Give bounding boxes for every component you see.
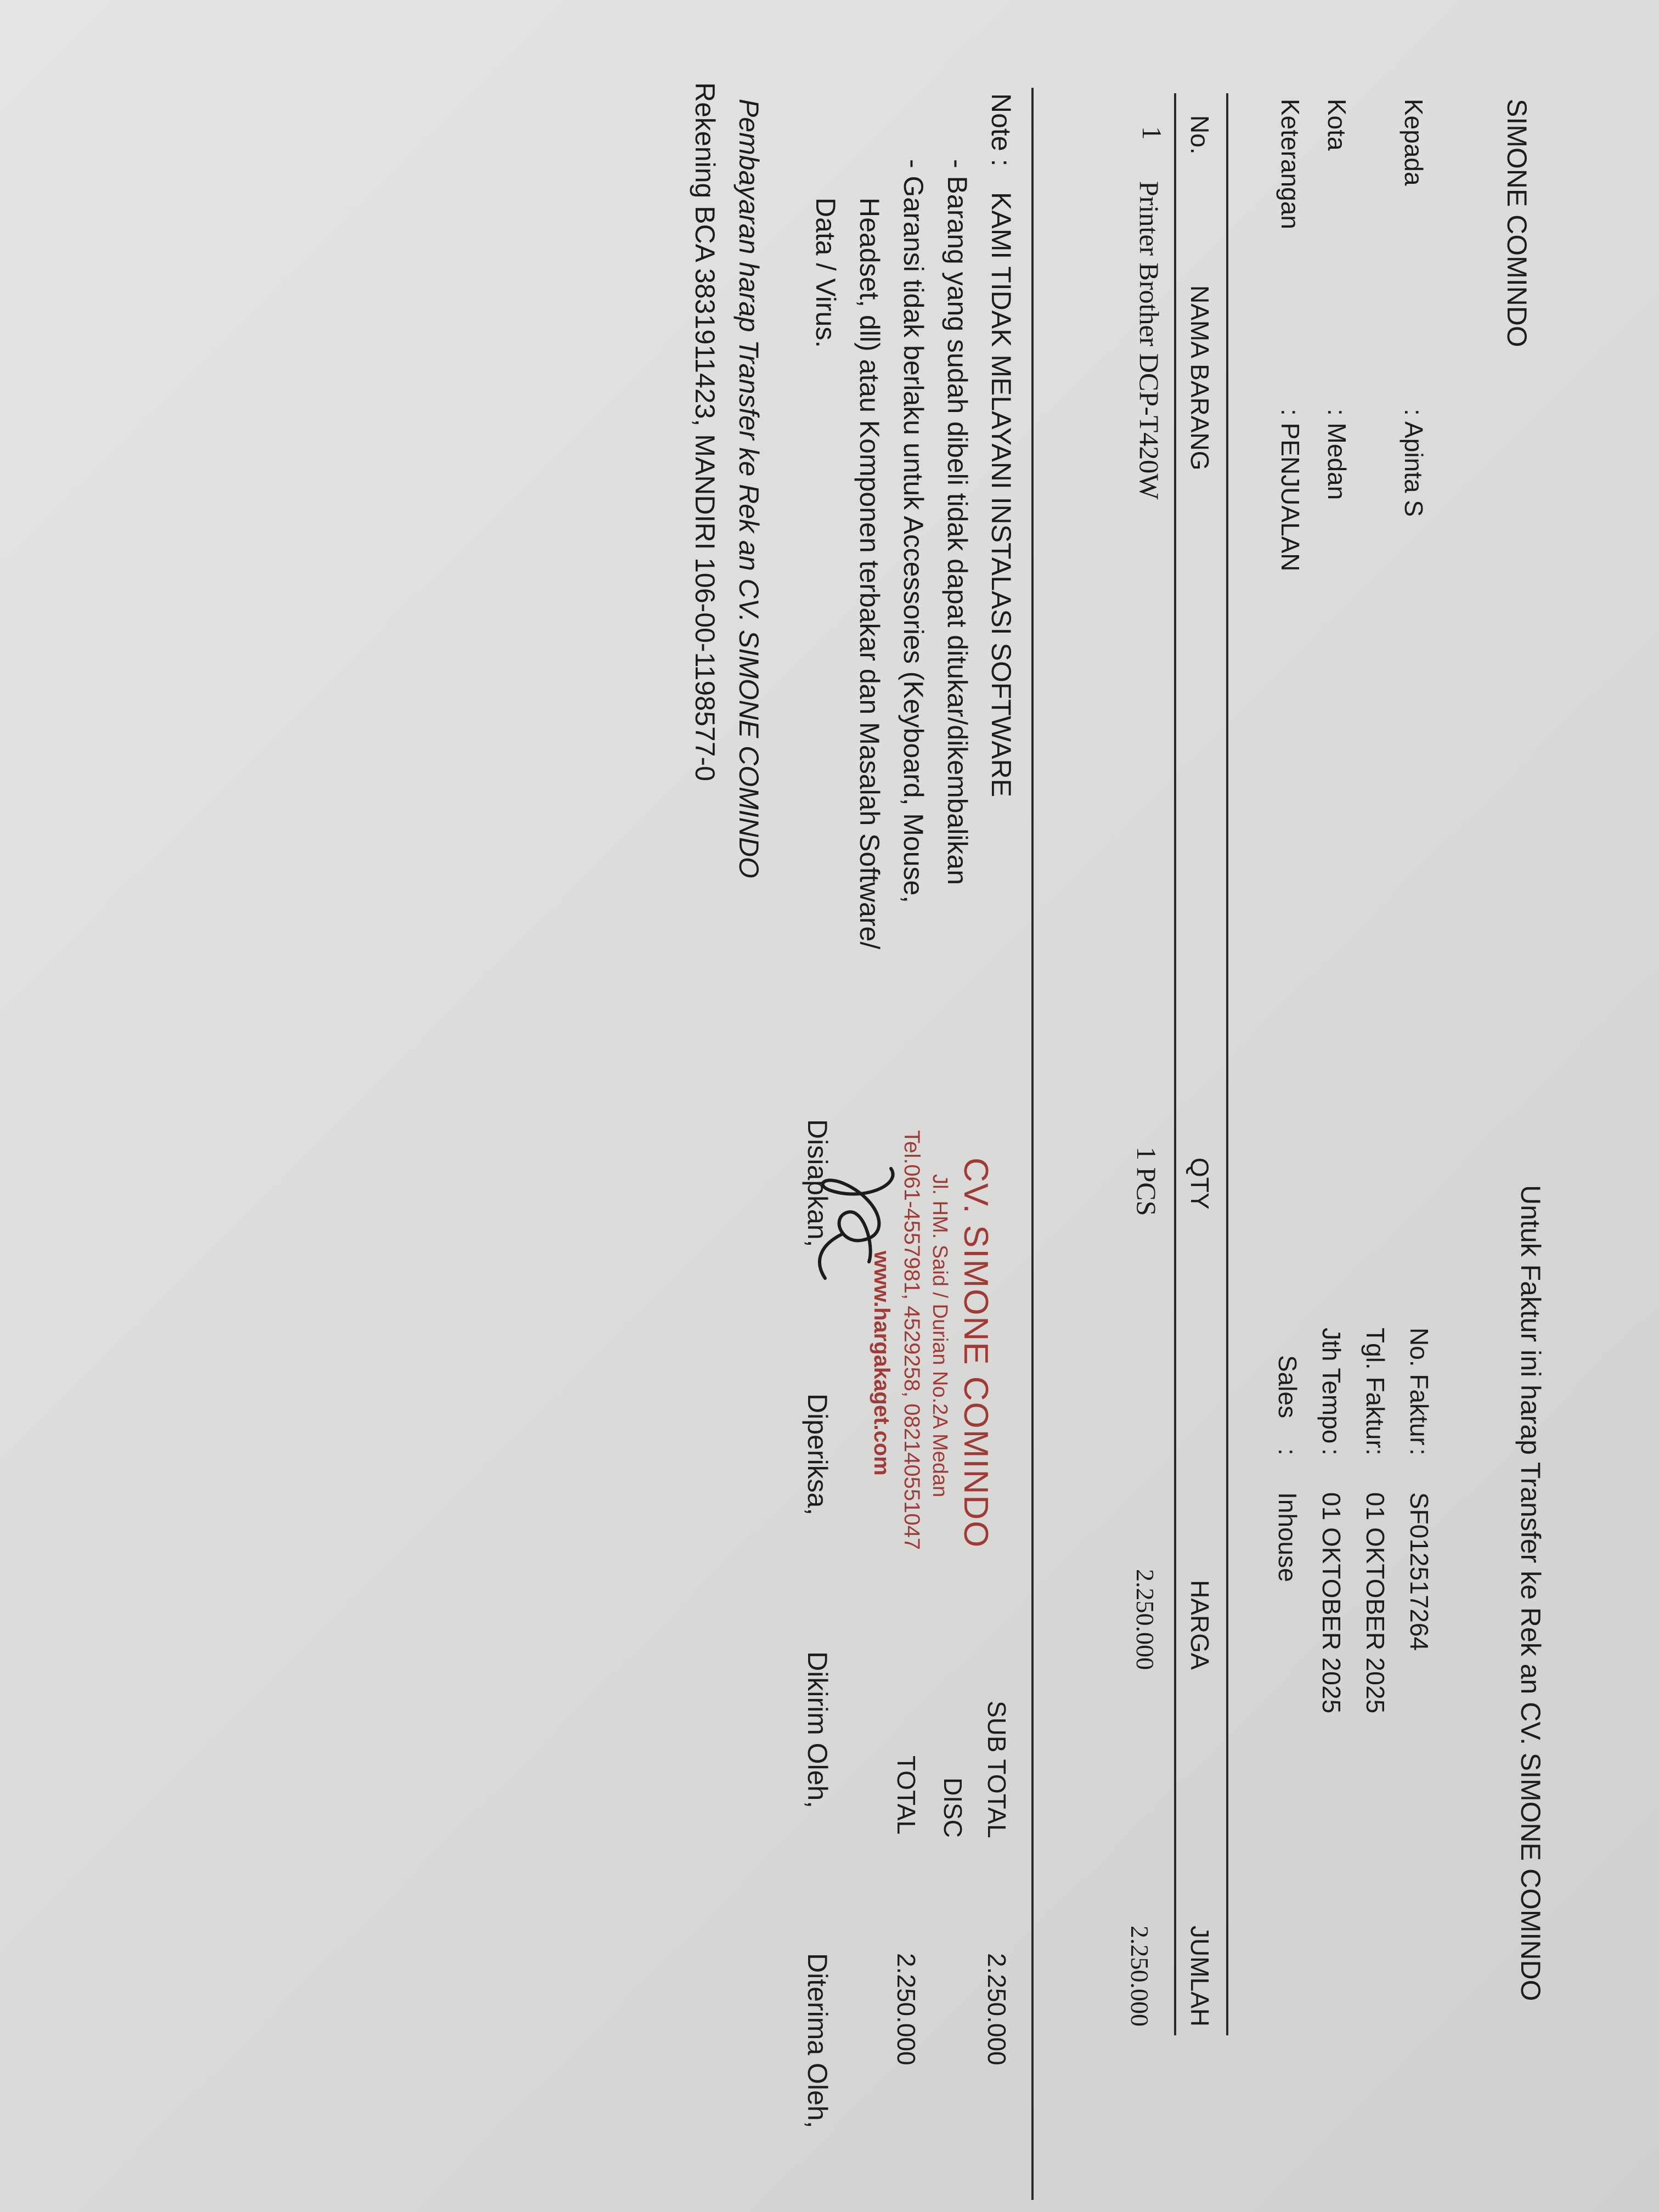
total-label: TOTAL [892, 1756, 921, 1835]
tgl-faktur-label: Tgl. Faktur [1361, 1328, 1390, 1448]
col-header-no: No. [1186, 115, 1214, 155]
payment-note: Pembayaran harap Transfer ke Rek an CV. SIMONE COMINDO [733, 99, 764, 878]
keterangan-value: : PENJUALAN [1276, 409, 1305, 572]
no-faktur-colon: : [1405, 1448, 1434, 1455]
sub-total-label: SUB TOTAL [983, 1701, 1011, 1838]
jth-tempo-label: Jth Tempo [1317, 1328, 1346, 1444]
kepada-value: : Apinta S [1400, 409, 1428, 517]
row-harga: 2.250.000 [1131, 1569, 1159, 1670]
row-nama-barang: Printer Brother DCP-T420W [1134, 181, 1165, 500]
company-name: SIMONE COMINDO [1502, 99, 1532, 347]
no-faktur-value: SF012517264 [1405, 1492, 1434, 1651]
bank-account: Rekening BCA 3831911423, MANDIRI 106-00-1198577-0 [690, 82, 720, 781]
transfer-note: Untuk Faktur ini harap Transfer ke Rek an CV. SIMONE COMINDO [1515, 1185, 1546, 2001]
row-jumlah: 2.250.000 [1126, 1926, 1154, 2027]
stamp-address: Jl. HM. Said / Durian No.2A Medan [928, 1174, 951, 1498]
total-value: 2.250.000 [892, 1953, 921, 2066]
note-line-4: Headset, dll) atau Komponen terbakar dan Masalah Software/ [854, 198, 885, 950]
no-faktur-label: No. Faktur [1405, 1328, 1434, 1446]
col-header-jumlah: JUMLAH [1186, 1926, 1214, 2027]
kota-value: : Medan [1323, 409, 1351, 500]
row-no: 1 [1137, 126, 1167, 140]
sig-diterima: Diterima Oleh, [802, 1953, 833, 2129]
stamp-website: www.hargakaget.com [870, 1251, 894, 1476]
sub-total-value: 2.250.000 [983, 1953, 1011, 2066]
sig-dikirim: Dikirim Oleh, [802, 1651, 833, 1809]
kepada-label: Kepada [1400, 99, 1428, 186]
keterangan-label: Keterangan [1276, 99, 1305, 229]
col-header-nama-barang: NAMA BARANG [1186, 285, 1214, 471]
sales-value: Inhouse [1273, 1492, 1302, 1582]
note-line-2: - Barang yang sudah dibeli tidak dapat ditukar/dikembalikan [942, 159, 973, 885]
note-line-1: KAMI TIDAK MELAYANI INSTALASI SOFTWARE [986, 192, 1017, 797]
row-qty: 1 PCS [1131, 1147, 1162, 1216]
sales-colon: : [1273, 1448, 1302, 1455]
note-line-3: - Garansi tidak berlaku untuk Accessories (Keyboard, Mouse, [898, 159, 929, 904]
sig-disiapkan: Disiapkan, [802, 1119, 833, 1248]
note-line-5: Data / Virus. [810, 198, 841, 348]
disc-label: DISC [939, 1778, 967, 1838]
col-header-qty: QTY [1186, 1158, 1214, 1210]
kota-label: Kota [1323, 99, 1351, 151]
jth-tempo-colon: : [1317, 1448, 1346, 1455]
sig-diperiksa: Diperiksa, [802, 1393, 833, 1516]
jth-tempo-value: 01 OKTOBER 2025 [1317, 1492, 1346, 1714]
stamp-name: CV. SIMONE COMINDO [957, 1158, 995, 1549]
tgl-faktur-colon: : [1361, 1448, 1390, 1455]
note-title: Note : [986, 93, 1017, 167]
col-header-harga: HARGA [1186, 1580, 1214, 1670]
stamp-phone: Tel.061-4557981, 4529258, 082140551047 [900, 1130, 924, 1550]
table-header-rule [1174, 93, 1176, 2035]
sales-label: Sales [1273, 1355, 1302, 1419]
table-bottom-rule [1031, 88, 1034, 2200]
tgl-faktur-value: 01 OKTOBER 2025 [1361, 1492, 1390, 1714]
table-top-rule [1226, 93, 1228, 2035]
